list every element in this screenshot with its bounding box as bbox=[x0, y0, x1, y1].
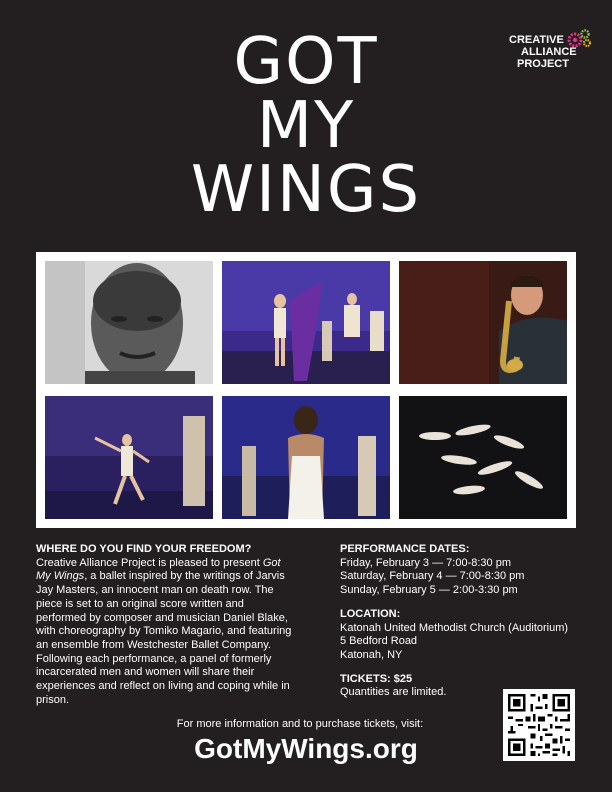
location-line: Katonah United Methodist Church (Auditorium) bbox=[340, 621, 569, 634]
photo-collage bbox=[36, 252, 576, 528]
description-lead: Creative Alliance Project is pleased to present bbox=[36, 556, 260, 569]
title-line-2: MY bbox=[256, 89, 356, 163]
title-line-3: WINGS bbox=[190, 153, 422, 227]
logo-line-3: PROJECT bbox=[517, 58, 569, 70]
freedom-heading: WHERE DO YOU FIND YOUR FREEDOM? bbox=[36, 543, 252, 555]
event-details bbox=[340, 543, 600, 700]
description-section bbox=[36, 543, 296, 707]
ballet-title-italic: Got My Wings bbox=[36, 556, 281, 583]
photo-dancers-purple bbox=[222, 261, 390, 384]
date-line: Saturday, February 4 — 7:00-8:30 pm bbox=[340, 570, 525, 583]
description-body: , a ballet inspired by the writings of Jarvis Jay Masters, an innocent man on death row. The piece is set to an original score written and performed by composer and musician Daniel Blake, with choreography by Tomiko Magario, and featuring an ensemble from Westchester Ballet Company. Following each performance, a panel of formerly incarcerated men and women will share their experiences and reflect on living and coping while in prison. bbox=[36, 570, 292, 706]
description-paragraph bbox=[36, 557, 296, 708]
qr-code-icon[interactable] bbox=[503, 689, 575, 761]
photo-dancer-back bbox=[222, 396, 390, 519]
location-line: 5 Bedford Road bbox=[340, 635, 418, 648]
logo-line-1: CREATIVE bbox=[509, 34, 564, 46]
photo-saxophonist bbox=[399, 261, 567, 384]
photo-portrait-jarvis bbox=[45, 261, 213, 384]
date-line: Sunday, February 5 — 2:00-3:30 pm bbox=[340, 584, 518, 597]
tickets-note: Quantities are limited. bbox=[340, 686, 447, 699]
tickets-heading: TICKETS: $25 bbox=[340, 672, 413, 685]
creative-alliance-logo bbox=[509, 34, 589, 70]
title-line-1: GOT bbox=[233, 25, 379, 99]
location-heading: LOCATION: bbox=[340, 607, 401, 620]
photo-dancer-leap bbox=[45, 396, 213, 519]
website-link[interactable]: GotMyWings.org bbox=[194, 733, 418, 764]
location-line: Katonah, NY bbox=[340, 648, 403, 661]
date-line: Friday, February 3 — 7:00-8:30 pm bbox=[340, 556, 511, 569]
more-info-note: For more information and to purchase tickets, visit: bbox=[176, 718, 424, 730]
performance-dates-heading: PERFORMANCE DATES: bbox=[340, 543, 470, 555]
photo-dancers-floor bbox=[399, 396, 567, 519]
gears-icon bbox=[566, 28, 592, 50]
logo-line-2: ALLIANCE bbox=[521, 46, 577, 58]
